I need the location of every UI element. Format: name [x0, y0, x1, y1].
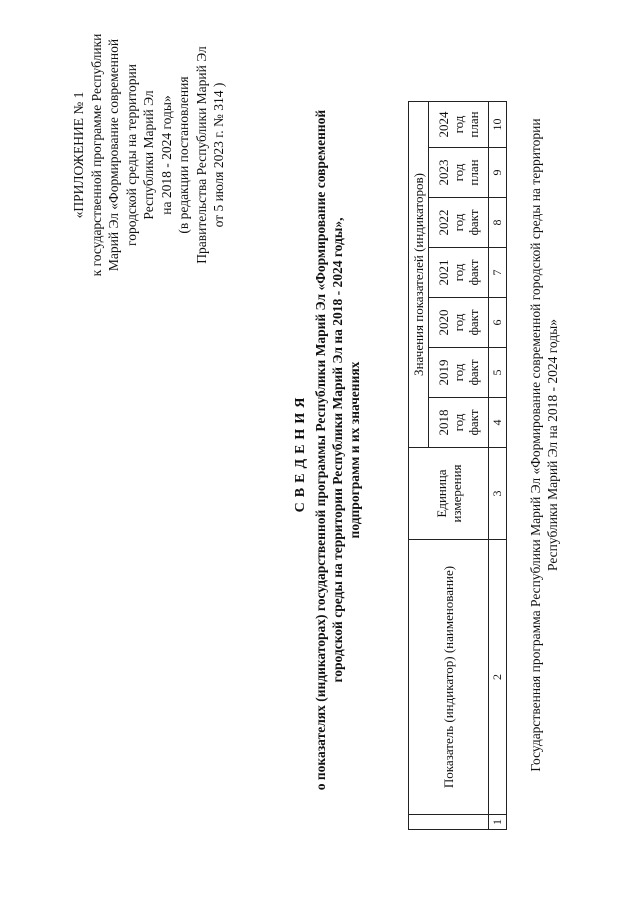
column-number: 7 [489, 248, 507, 298]
section-line: Государственная программа Республики Марий Эл «Формирование современной городской среды на территории [528, 118, 543, 772]
section-title [527, 45, 561, 845]
column-number: 9 [489, 148, 507, 198]
year-label: 2021 [436, 259, 451, 286]
header-year-2018 [429, 398, 489, 448]
year-kind: факт [466, 359, 481, 386]
year-unit: год [451, 413, 466, 432]
appendix-line: от 5 июля 2023 г. № 314 ) [211, 82, 226, 228]
section-line: Республики Марий Эл на 2018 - 2024 годы» [545, 319, 560, 571]
appendix-line: «ПРИЛОЖЕНИЕ № 1 [71, 91, 86, 219]
column-number: 8 [489, 198, 507, 248]
column-number: 10 [489, 102, 507, 148]
year-unit: год [451, 363, 466, 382]
year-label: 2024 [436, 111, 451, 138]
year-unit: год [451, 263, 466, 282]
appendix-line: городской среды на территории [123, 64, 139, 246]
appendix-line: Республики Марий Эл [141, 90, 156, 220]
header-unit: Единица измерения [409, 448, 489, 540]
subtitle-line: о показателях (индикаторах) государственной программы Республики Марий Эл «Формирование современной [313, 109, 328, 791]
year-label: 2018 [436, 409, 451, 436]
appendix-line: Правительства Республики Марий Эл [193, 46, 209, 264]
header-indicator: Показатель (индикатор) (наименование) [409, 540, 489, 815]
year-unit: год [451, 213, 466, 232]
column-number: 5 [489, 348, 507, 398]
column-number: 6 [489, 298, 507, 348]
header-year-2022 [429, 198, 489, 248]
year-kind: факт [466, 309, 481, 336]
year-kind: факт [466, 409, 481, 436]
year-unit: год [451, 115, 466, 134]
column-number: 1 [489, 815, 507, 830]
subtitle-line: подпрограмм и их значениях [347, 361, 362, 539]
column-number: 3 [489, 448, 507, 540]
year-label: 2019 [436, 359, 451, 386]
appendix-line: Марий Эл «Формирование современной [106, 38, 121, 272]
header-year-2020 [429, 298, 489, 348]
year-kind: факт [466, 209, 481, 236]
header-year-2024 [429, 102, 489, 148]
appendix-header [70, 20, 228, 290]
year-label: 2020 [436, 309, 451, 336]
year-label: 2023 [436, 159, 451, 186]
document-subtitle [312, 55, 363, 845]
document-title: СВЕДЕНИЯ [293, 392, 308, 513]
column-number: 2 [489, 540, 507, 815]
appendix-line: к государственной программе Республики [88, 33, 104, 277]
year-kind: факт [466, 259, 481, 286]
appendix-line: (в редакции постановления [176, 76, 191, 234]
year-label: 2022 [436, 209, 451, 236]
header-values-group: Значения показателей (индикаторов) [409, 102, 429, 448]
header-year-2019 [429, 348, 489, 398]
year-kind: план [466, 111, 481, 138]
header-year-2021 [429, 248, 489, 298]
appendix-line: на 2018 - 2024 годы» [158, 95, 174, 215]
table-header-blank [409, 815, 489, 830]
indicators-table [408, 101, 507, 830]
header-year-2023 [429, 148, 489, 198]
year-unit: год [451, 313, 466, 332]
year-kind: план [466, 159, 481, 186]
subtitle-line: городской среды на территории Республики Марий Эл на 2018 - 2024 годы», [330, 217, 345, 683]
column-number: 4 [489, 398, 507, 448]
year-unit: год [451, 163, 466, 182]
